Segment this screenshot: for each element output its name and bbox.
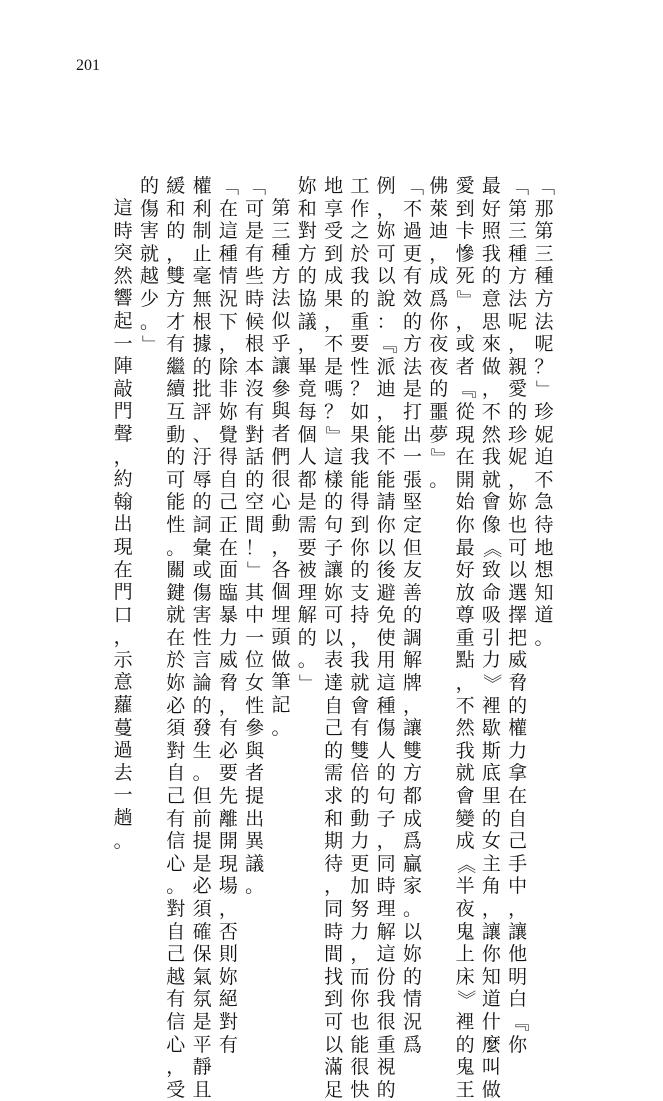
vertical-text-body xyxy=(110,175,556,1101)
text-column: 「 不 過 更 有 效 的 方 法 是 打 出 一 張 堅 定 但 友 善 的 調 解 牌 ， 讓 雙 方 都 成 爲 贏 家 。 以 妳 的 情 況 爲 xyxy=(401,176,424,1056)
text-column: 工 作 之 於 我 的 重 要 性 ？ 如 果 我 能 得 到 你 的 支 持 ， 我 就 會 有 雙 倍 的 動 力 更 加 努 力 ， 而 你 也 能 很 快 xyxy=(350,175,370,1101)
text-column: 「 那 第 三 種 方 法 呢 ？ 」 珍 妮 迫 不 急 待 地 想 知 道 。 xyxy=(533,176,556,649)
text-column: 這 時 突 然 響 起 一 陣 敲 門 聲 ， 約 翰 出 現 在 門 口 ， 示 意 蘿 蔓 過 去 一 趟 。 xyxy=(113,197,133,852)
text-column: 第 三 種 方 法 似 乎 讓 參 與 者 們 很 心 動 ， 各 個 埋 頭 做 筆 記 。 xyxy=(271,197,291,739)
text-column: 地 享 受 到 成 果 ， 不 是 嗎 ？ 』 這 樣 的 句 子 讓 妳 可 以 表 達 自 己 的 需 求 和 期 待 ， 同 時 間 找 到 可 以 滿 足 xyxy=(322,175,345,1101)
text-column: 佛 萊 迪 ， 成 爲 你 夜 夜 的 噩 夢 』 。 xyxy=(428,175,451,491)
text-column: 最 好 照 我 的 意 思 來 做 ， 不 然 我 就 會 像 《 致 命 吸 引 力 》 裡 歇 斯 底 里 的 女 主 角 ， 讓 你 知 道 什 麼 叫 做 xyxy=(480,175,503,1101)
text-column: 的 傷 害 就 越 少 。 」 xyxy=(138,175,161,354)
text-column: 例 ， 妳 可 以 說 ： 『 派 迪 ， 能 不 能 請 你 以 後 避 免 使 用 這 種 傷 人 的 句 子 ， 同 時 理 解 這 份 我 很 重 視 的 xyxy=(375,175,398,1101)
page-number: 201 xyxy=(76,57,100,74)
text-column: 「 在 這 種 情 況 下 ， 除 非 妳 覺 得 自 己 正 在 面 臨 暴 力 威 脅 ， 有 必 要 先 離 開 現 場 ， 否 則 妳 絕 對 有 xyxy=(217,176,240,1056)
text-column: 妳 和 對 方 的 協 議 ， 畢 竟 每 個 人 都 是 需 要 被 理 解 的 。 」 xyxy=(296,175,319,693)
text-column: 「 第 三 種 方 法 呢 ， 親 愛 的 珍 妮 ， 妳 也 可 以 選 擇 把 威 脅 的 權 力 拿 在 自 己 手 中 ， 讓 他 明 白 『 你 xyxy=(506,176,529,1056)
text-column: 「 可 是 有 些 時 候 根 本 沒 有 對 話 的 空 間 ！ 」 其 中 一 位 女 性 參 與 者 提 出 異 議 。 xyxy=(243,176,266,898)
text-column: 緩 和 的 ， 雙 方 才 有 繼 續 互 動 的 可 能 性 。 關 鍵 就 在 於 妳 必 須 對 自 己 有 信 心 。 對 自 己 越 有 信 心 ， 受 xyxy=(166,175,186,1101)
text-column: 愛 到 卡 慘 死 』 ， 或 者 『 從 現 在 開 始 你 最 好 放 尊 重 點 ， 不 然 我 就 會 變 成 《 半 夜 鬼 上 床 》 裡 的 鬼 王 xyxy=(454,175,477,1101)
text-column: 權 利 制 止 毫 無 根 據 的 批 評 、 汙 辱 的 詞 彙 或 傷 害 性 言 論 的 發 生 。 但 前 提 是 必 須 確 保 氣 氛 是 平 靜 且 xyxy=(192,175,212,1101)
